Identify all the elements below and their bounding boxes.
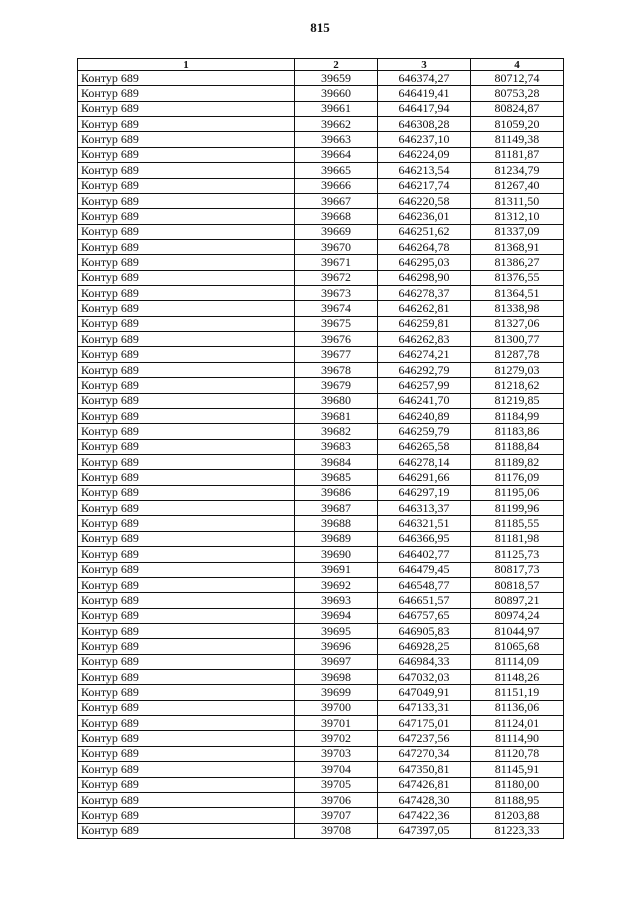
cell-coordinate-y: 80712,74 bbox=[471, 71, 564, 86]
cell-coordinate-x: 646259,79 bbox=[378, 424, 471, 439]
cell-coordinate-x: 646217,74 bbox=[378, 178, 471, 193]
cell-contour-name: Контур 689 bbox=[78, 347, 295, 362]
cell-point-number: 39698 bbox=[295, 670, 378, 685]
page-number: 815 bbox=[310, 20, 330, 35]
cell-coordinate-y: 81184,99 bbox=[471, 408, 564, 423]
cell-point-number: 39707 bbox=[295, 808, 378, 823]
table-row bbox=[78, 193, 564, 208]
cell-coordinate-x: 646278,14 bbox=[378, 454, 471, 469]
cell-coordinate-y: 81065,68 bbox=[471, 639, 564, 654]
cell-coordinate-x: 646402,77 bbox=[378, 547, 471, 562]
cell-contour-name: Контур 689 bbox=[78, 470, 295, 485]
cell-point-number: 39680 bbox=[295, 393, 378, 408]
cell-coordinate-x: 646224,09 bbox=[378, 147, 471, 162]
cell-point-number: 39664 bbox=[295, 147, 378, 162]
cell-contour-name: Контур 689 bbox=[78, 608, 295, 623]
cell-coordinate-x: 646257,99 bbox=[378, 378, 471, 393]
cell-point-number: 39670 bbox=[295, 239, 378, 254]
cell-coordinate-y: 81337,09 bbox=[471, 224, 564, 239]
cell-contour-name: Контур 689 bbox=[78, 516, 295, 531]
cell-contour-name: Контур 689 bbox=[78, 193, 295, 208]
cell-contour-name: Контур 689 bbox=[78, 178, 295, 193]
cell-contour-name: Контур 689 bbox=[78, 101, 295, 116]
cell-point-number: 39678 bbox=[295, 362, 378, 377]
cell-coordinate-x: 646548,77 bbox=[378, 577, 471, 592]
cell-coordinate-x: 646236,01 bbox=[378, 209, 471, 224]
column-header-1: 1 bbox=[78, 59, 295, 71]
cell-coordinate-y: 81114,90 bbox=[471, 731, 564, 746]
cell-point-number: 39672 bbox=[295, 270, 378, 285]
cell-coordinate-y: 81267,40 bbox=[471, 178, 564, 193]
cell-contour-name: Контур 689 bbox=[78, 823, 295, 838]
table-row bbox=[78, 86, 564, 101]
cell-coordinate-y: 80818,57 bbox=[471, 577, 564, 592]
table-row bbox=[78, 378, 564, 393]
cell-contour-name: Контур 689 bbox=[78, 808, 295, 823]
cell-coordinate-y: 81136,06 bbox=[471, 700, 564, 715]
cell-coordinate-x: 646298,90 bbox=[378, 270, 471, 285]
cell-coordinate-y: 81125,73 bbox=[471, 547, 564, 562]
cell-point-number: 39665 bbox=[295, 163, 378, 178]
cell-contour-name: Контур 689 bbox=[78, 531, 295, 546]
cell-coordinate-y: 80824,87 bbox=[471, 101, 564, 116]
cell-point-number: 39692 bbox=[295, 577, 378, 592]
cell-coordinate-x: 646264,78 bbox=[378, 239, 471, 254]
cell-point-number: 39683 bbox=[295, 439, 378, 454]
cell-coordinate-y: 81183,86 bbox=[471, 424, 564, 439]
cell-point-number: 39696 bbox=[295, 639, 378, 654]
cell-coordinate-x: 646240,89 bbox=[378, 408, 471, 423]
cell-point-number: 39674 bbox=[295, 301, 378, 316]
cell-point-number: 39663 bbox=[295, 132, 378, 147]
cell-coordinate-x: 646366,95 bbox=[378, 531, 471, 546]
cell-coordinate-y: 81311,50 bbox=[471, 193, 564, 208]
column-header-3: 3 bbox=[378, 59, 471, 71]
cell-point-number: 39702 bbox=[295, 731, 378, 746]
cell-coordinate-y: 81199,96 bbox=[471, 501, 564, 516]
cell-contour-name: Контур 689 bbox=[78, 685, 295, 700]
cell-contour-name: Контур 689 bbox=[78, 286, 295, 301]
cell-point-number: 39689 bbox=[295, 531, 378, 546]
cell-contour-name: Контур 689 bbox=[78, 700, 295, 715]
cell-contour-name: Контур 689 bbox=[78, 762, 295, 777]
cell-contour-name: Контур 689 bbox=[78, 593, 295, 608]
cell-contour-name: Контур 689 bbox=[78, 547, 295, 562]
cell-coordinate-x: 646291,66 bbox=[378, 470, 471, 485]
cell-point-number: 39693 bbox=[295, 593, 378, 608]
cell-coordinate-x: 646237,10 bbox=[378, 132, 471, 147]
cell-point-number: 39679 bbox=[295, 378, 378, 393]
cell-coordinate-y: 81188,95 bbox=[471, 792, 564, 807]
table-row bbox=[78, 393, 564, 408]
cell-coordinate-x: 647397,05 bbox=[378, 823, 471, 838]
table-row bbox=[78, 762, 564, 777]
table-row bbox=[78, 577, 564, 592]
column-header-2: 2 bbox=[295, 59, 378, 71]
table-row bbox=[78, 362, 564, 377]
cell-point-number: 39673 bbox=[295, 286, 378, 301]
cell-coordinate-x: 646297,19 bbox=[378, 485, 471, 500]
table-row bbox=[78, 700, 564, 715]
cell-contour-name: Контур 689 bbox=[78, 71, 295, 86]
table-row bbox=[78, 255, 564, 270]
table-row bbox=[78, 71, 564, 86]
cell-point-number: 39659 bbox=[295, 71, 378, 86]
cell-contour-name: Контур 689 bbox=[78, 332, 295, 347]
cell-coordinate-x: 646757,65 bbox=[378, 608, 471, 623]
cell-coordinate-y: 80817,73 bbox=[471, 562, 564, 577]
table-row bbox=[78, 562, 564, 577]
table-row bbox=[78, 209, 564, 224]
cell-coordinate-x: 647032,03 bbox=[378, 670, 471, 685]
cell-coordinate-y: 81338,98 bbox=[471, 301, 564, 316]
cell-contour-name: Контур 689 bbox=[78, 393, 295, 408]
table-row bbox=[78, 408, 564, 423]
cell-contour-name: Контур 689 bbox=[78, 485, 295, 500]
cell-point-number: 39686 bbox=[295, 485, 378, 500]
cell-contour-name: Контур 689 bbox=[78, 301, 295, 316]
cell-point-number: 39706 bbox=[295, 792, 378, 807]
table-row bbox=[78, 746, 564, 761]
cell-coordinate-y: 81181,98 bbox=[471, 531, 564, 546]
cell-coordinate-y: 81386,27 bbox=[471, 255, 564, 270]
cell-point-number: 39661 bbox=[295, 101, 378, 116]
cell-contour-name: Контур 689 bbox=[78, 623, 295, 638]
cell-contour-name: Контур 689 bbox=[78, 209, 295, 224]
cell-coordinate-x: 646265,58 bbox=[378, 439, 471, 454]
table-row bbox=[78, 439, 564, 454]
table-header-row bbox=[78, 59, 564, 71]
cell-coordinate-x: 647422,36 bbox=[378, 808, 471, 823]
cell-coordinate-x: 646321,51 bbox=[378, 516, 471, 531]
cell-coordinate-y: 81044,97 bbox=[471, 623, 564, 638]
cell-coordinate-y: 81059,20 bbox=[471, 117, 564, 132]
cell-point-number: 39700 bbox=[295, 700, 378, 715]
cell-contour-name: Контур 689 bbox=[78, 439, 295, 454]
table-row bbox=[78, 347, 564, 362]
cell-coordinate-x: 647426,81 bbox=[378, 777, 471, 792]
cell-coordinate-x: 646278,37 bbox=[378, 286, 471, 301]
cell-point-number: 39703 bbox=[295, 746, 378, 761]
cell-coordinate-x: 646984,33 bbox=[378, 654, 471, 669]
cell-contour-name: Контур 689 bbox=[78, 454, 295, 469]
cell-contour-name: Контур 689 bbox=[78, 716, 295, 731]
cell-coordinate-y: 81120,78 bbox=[471, 746, 564, 761]
cell-contour-name: Контур 689 bbox=[78, 378, 295, 393]
cell-point-number: 39677 bbox=[295, 347, 378, 362]
table-row bbox=[78, 716, 564, 731]
table-row bbox=[78, 654, 564, 669]
cell-coordinate-x: 646313,37 bbox=[378, 501, 471, 516]
cell-contour-name: Контур 689 bbox=[78, 792, 295, 807]
table-row bbox=[78, 823, 564, 838]
table-row bbox=[78, 316, 564, 331]
cell-contour-name: Контур 689 bbox=[78, 654, 295, 669]
cell-coordinate-x: 647428,30 bbox=[378, 792, 471, 807]
cell-coordinate-y: 81145,91 bbox=[471, 762, 564, 777]
cell-coordinate-x: 647175,01 bbox=[378, 716, 471, 731]
cell-coordinate-y: 81181,87 bbox=[471, 147, 564, 162]
cell-coordinate-x: 647350,81 bbox=[378, 762, 471, 777]
cell-coordinate-y: 81180,00 bbox=[471, 777, 564, 792]
cell-coordinate-y: 81287,78 bbox=[471, 347, 564, 362]
cell-coordinate-y: 81195,06 bbox=[471, 485, 564, 500]
cell-coordinate-y: 81219,85 bbox=[471, 393, 564, 408]
cell-point-number: 39697 bbox=[295, 654, 378, 669]
table-row bbox=[78, 301, 564, 316]
cell-coordinate-x: 646292,79 bbox=[378, 362, 471, 377]
cell-contour-name: Контур 689 bbox=[78, 424, 295, 439]
table-row bbox=[78, 670, 564, 685]
cell-coordinate-x: 646274,21 bbox=[378, 347, 471, 362]
cell-point-number: 39708 bbox=[295, 823, 378, 838]
cell-coordinate-y: 81188,84 bbox=[471, 439, 564, 454]
table-row bbox=[78, 270, 564, 285]
cell-coordinate-x: 646928,25 bbox=[378, 639, 471, 654]
cell-coordinate-x: 646905,83 bbox=[378, 623, 471, 638]
cell-point-number: 39684 bbox=[295, 454, 378, 469]
cell-point-number: 39662 bbox=[295, 117, 378, 132]
table-row bbox=[78, 454, 564, 469]
table-row bbox=[78, 501, 564, 516]
cell-coordinate-x: 646308,28 bbox=[378, 117, 471, 132]
cell-coordinate-x: 647270,34 bbox=[378, 746, 471, 761]
cell-coordinate-y: 81189,82 bbox=[471, 454, 564, 469]
cell-coordinate-y: 81364,51 bbox=[471, 286, 564, 301]
table-row bbox=[78, 101, 564, 116]
table-row bbox=[78, 286, 564, 301]
cell-contour-name: Контур 689 bbox=[78, 270, 295, 285]
cell-coordinate-x: 647049,91 bbox=[378, 685, 471, 700]
cell-contour-name: Контур 689 bbox=[78, 562, 295, 577]
cell-point-number: 39690 bbox=[295, 547, 378, 562]
cell-point-number: 39695 bbox=[295, 623, 378, 638]
cell-point-number: 39688 bbox=[295, 516, 378, 531]
cell-coordinate-x: 646241,70 bbox=[378, 393, 471, 408]
table-body bbox=[78, 71, 564, 839]
cell-contour-name: Контур 689 bbox=[78, 777, 295, 792]
cell-coordinate-x: 646419,41 bbox=[378, 86, 471, 101]
cell-contour-name: Контур 689 bbox=[78, 255, 295, 270]
table-row bbox=[78, 424, 564, 439]
table-row bbox=[78, 608, 564, 623]
cell-coordinate-y: 81151,19 bbox=[471, 685, 564, 700]
table-row bbox=[78, 516, 564, 531]
cell-coordinate-x: 646262,81 bbox=[378, 301, 471, 316]
cell-point-number: 39675 bbox=[295, 316, 378, 331]
cell-coordinate-y: 81185,55 bbox=[471, 516, 564, 531]
cell-point-number: 39669 bbox=[295, 224, 378, 239]
cell-contour-name: Контур 689 bbox=[78, 117, 295, 132]
cell-point-number: 39676 bbox=[295, 332, 378, 347]
cell-point-number: 39682 bbox=[295, 424, 378, 439]
cell-coordinate-y: 81176,09 bbox=[471, 470, 564, 485]
cell-coordinate-x: 646220,58 bbox=[378, 193, 471, 208]
coordinates-table bbox=[77, 58, 564, 839]
table-row bbox=[78, 685, 564, 700]
cell-contour-name: Контур 689 bbox=[78, 670, 295, 685]
cell-coordinate-x: 646651,57 bbox=[378, 593, 471, 608]
table-row bbox=[78, 623, 564, 638]
cell-coordinate-y: 81376,55 bbox=[471, 270, 564, 285]
cell-coordinate-y: 81234,79 bbox=[471, 163, 564, 178]
cell-contour-name: Контур 689 bbox=[78, 577, 295, 592]
cell-contour-name: Контур 689 bbox=[78, 147, 295, 162]
cell-coordinate-y: 80897,21 bbox=[471, 593, 564, 608]
column-header-4: 4 bbox=[471, 59, 564, 71]
cell-point-number: 39671 bbox=[295, 255, 378, 270]
cell-contour-name: Контур 689 bbox=[78, 746, 295, 761]
cell-contour-name: Контур 689 bbox=[78, 224, 295, 239]
cell-coordinate-y: 81312,10 bbox=[471, 209, 564, 224]
table-row bbox=[78, 239, 564, 254]
cell-contour-name: Контур 689 bbox=[78, 239, 295, 254]
cell-contour-name: Контур 689 bbox=[78, 86, 295, 101]
cell-coordinate-x: 646251,62 bbox=[378, 224, 471, 239]
table-row bbox=[78, 470, 564, 485]
cell-point-number: 39694 bbox=[295, 608, 378, 623]
cell-contour-name: Контур 689 bbox=[78, 163, 295, 178]
table-row bbox=[78, 593, 564, 608]
cell-coordinate-x: 646479,45 bbox=[378, 562, 471, 577]
table-row bbox=[78, 147, 564, 162]
table-row bbox=[78, 332, 564, 347]
cell-coordinate-y: 80753,28 bbox=[471, 86, 564, 101]
cell-coordinate-x: 646295,03 bbox=[378, 255, 471, 270]
table-row bbox=[78, 485, 564, 500]
table-row bbox=[78, 117, 564, 132]
cell-coordinate-x: 646213,54 bbox=[378, 163, 471, 178]
cell-coordinate-y: 81368,91 bbox=[471, 239, 564, 254]
cell-coordinate-y: 81300,77 bbox=[471, 332, 564, 347]
cell-point-number: 39704 bbox=[295, 762, 378, 777]
cell-coordinate-x: 646262,83 bbox=[378, 332, 471, 347]
cell-point-number: 39691 bbox=[295, 562, 378, 577]
cell-point-number: 39668 bbox=[295, 209, 378, 224]
cell-point-number: 39667 bbox=[295, 193, 378, 208]
table-row bbox=[78, 224, 564, 239]
table-row bbox=[78, 163, 564, 178]
cell-point-number: 39687 bbox=[295, 501, 378, 516]
table-row bbox=[78, 731, 564, 746]
cell-coordinate-y: 81114,09 bbox=[471, 654, 564, 669]
cell-coordinate-y: 81223,33 bbox=[471, 823, 564, 838]
cell-coordinate-x: 647237,56 bbox=[378, 731, 471, 746]
cell-coordinate-y: 81279,03 bbox=[471, 362, 564, 377]
cell-coordinate-y: 81149,38 bbox=[471, 132, 564, 147]
cell-coordinate-y: 81124,01 bbox=[471, 716, 564, 731]
table-row bbox=[78, 639, 564, 654]
cell-contour-name: Контур 689 bbox=[78, 362, 295, 377]
cell-point-number: 39699 bbox=[295, 685, 378, 700]
cell-point-number: 39681 bbox=[295, 408, 378, 423]
table-row bbox=[78, 777, 564, 792]
cell-coordinate-y: 81327,06 bbox=[471, 316, 564, 331]
cell-coordinate-y: 81218,62 bbox=[471, 378, 564, 393]
table-row bbox=[78, 132, 564, 147]
table-row bbox=[78, 178, 564, 193]
table-row bbox=[78, 792, 564, 807]
cell-contour-name: Контур 689 bbox=[78, 408, 295, 423]
cell-point-number: 39685 bbox=[295, 470, 378, 485]
cell-coordinate-x: 647133,31 bbox=[378, 700, 471, 715]
cell-point-number: 39666 bbox=[295, 178, 378, 193]
cell-contour-name: Контур 689 bbox=[78, 639, 295, 654]
cell-contour-name: Контур 689 bbox=[78, 501, 295, 516]
cell-contour-name: Контур 689 bbox=[78, 731, 295, 746]
cell-coordinate-x: 646374,27 bbox=[378, 71, 471, 86]
cell-point-number: 39705 bbox=[295, 777, 378, 792]
cell-coordinate-y: 80974,24 bbox=[471, 608, 564, 623]
table-row bbox=[78, 808, 564, 823]
cell-point-number: 39701 bbox=[295, 716, 378, 731]
cell-coordinate-x: 646259,81 bbox=[378, 316, 471, 331]
cell-coordinate-y: 81148,26 bbox=[471, 670, 564, 685]
cell-coordinate-x: 646417,94 bbox=[378, 101, 471, 116]
table-row bbox=[78, 531, 564, 546]
cell-contour-name: Контур 689 bbox=[78, 132, 295, 147]
table-row bbox=[78, 547, 564, 562]
cell-coordinate-y: 81203,88 bbox=[471, 808, 564, 823]
cell-contour-name: Контур 689 bbox=[78, 316, 295, 331]
cell-point-number: 39660 bbox=[295, 86, 378, 101]
